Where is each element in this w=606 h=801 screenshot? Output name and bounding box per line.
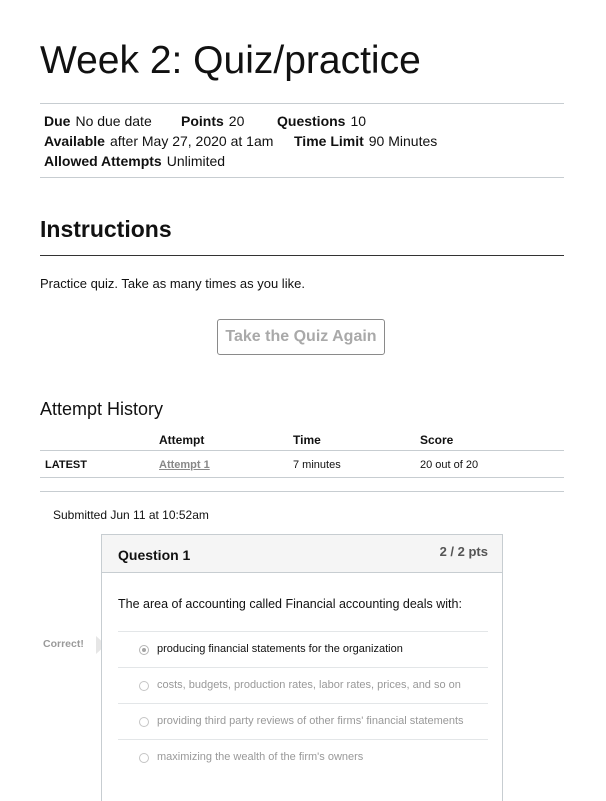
attempts-label: Allowed Attempts: [44, 153, 162, 169]
answer-label: costs, budgets, production rates, labor rates, prices, and so on: [157, 679, 461, 691]
questions-item: [277, 113, 366, 129]
due-item: [44, 113, 152, 129]
available-value: after May 27, 2020 at 1am: [109, 133, 274, 149]
take-quiz-again-button[interactable]: Take the Quiz Again: [217, 319, 385, 355]
due-label: Due: [44, 113, 71, 129]
attempts-value: Unlimited: [166, 153, 226, 169]
available-item: [44, 133, 273, 149]
column-header-time: Time: [293, 433, 321, 447]
answer-label: maximizing the wealth of the firm's owners: [157, 751, 364, 763]
attempts-item: [44, 153, 225, 169]
answer-option[interactable]: [118, 667, 488, 704]
points-item: [181, 113, 244, 129]
submitted-timestamp: Submitted Jun 11 at 10:52am: [53, 508, 209, 522]
column-header-score: Score: [420, 433, 454, 447]
answer-label: providing third party reviews of other firms' financial statements: [157, 715, 464, 727]
time-limit-label: Time Limit: [294, 133, 364, 149]
attempt-cell: [159, 459, 210, 471]
column-header-attempt: Attempt: [159, 433, 205, 447]
attempt-link[interactable]: Attempt 1: [159, 459, 210, 471]
latest-tag: LATEST: [45, 459, 87, 471]
page-title: Week 2: Quiz/practice: [40, 39, 421, 82]
radio-button[interactable]: [139, 645, 149, 655]
table-row: [40, 450, 564, 478]
question-header: [102, 535, 502, 573]
time-limit-item: [294, 133, 437, 149]
answer-option[interactable]: [118, 739, 488, 776]
question-points: 2 / 2 pts: [439, 544, 488, 559]
radio-button[interactable]: [139, 717, 149, 727]
divider: [40, 103, 564, 104]
answer-label: producing financial statements for the organization: [157, 643, 403, 655]
correct-answer-tag: Correct!: [43, 638, 96, 650]
question-title: Question 1: [118, 547, 191, 563]
answer-option[interactable]: [118, 631, 488, 668]
divider: [40, 255, 564, 256]
answer-option[interactable]: [118, 703, 488, 740]
time-cell: 7 minutes: [293, 459, 341, 471]
divider: [40, 177, 564, 178]
instructions-heading: Instructions: [40, 216, 172, 242]
attempt-history-heading: Attempt History: [40, 399, 164, 419]
divider: [40, 491, 564, 492]
instructions-text: Practice quiz. Take as many times as you like.: [40, 276, 305, 291]
points-value: 20: [228, 113, 245, 129]
questions-value: 10: [350, 113, 367, 129]
points-label: Points: [181, 113, 224, 129]
questions-label: Questions: [277, 113, 346, 129]
available-label: Available: [44, 133, 105, 149]
radio-button[interactable]: [139, 681, 149, 691]
question-text: The area of accounting called Financial accounting deals with:: [118, 597, 462, 611]
time-limit-value: 90 Minutes: [368, 133, 438, 149]
question-card: [101, 534, 503, 801]
due-value: No due date: [75, 113, 152, 129]
score-cell: 20 out of 20: [420, 459, 479, 471]
radio-button[interactable]: [139, 753, 149, 763]
